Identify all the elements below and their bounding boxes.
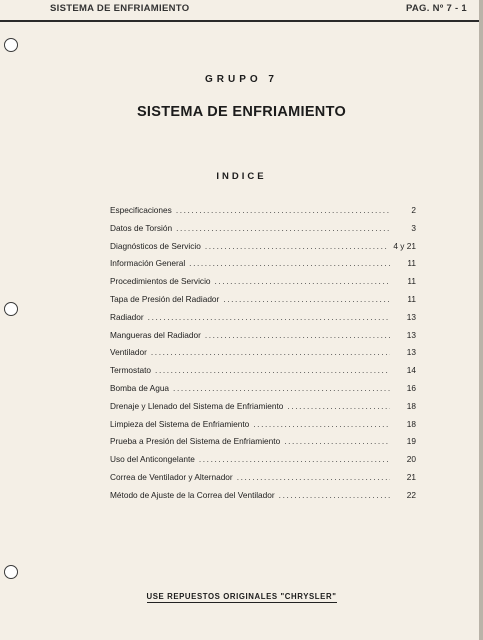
toc-entry-page: 4 y 21 (393, 240, 416, 251)
page-header (0, 0, 479, 22)
toc-entry[interactable] (110, 223, 416, 241)
toc-entry-label: Ventilador (110, 347, 147, 358)
toc-leader-dots (176, 223, 390, 233)
toc-leader-dots (287, 401, 390, 411)
toc-entry[interactable] (110, 205, 416, 223)
toc-leader-dots (151, 347, 390, 357)
toc-entry-label: Correa de Ventilador y Alternador (110, 471, 233, 482)
toc-entry[interactable] (110, 365, 416, 383)
toc-entry[interactable] (110, 401, 416, 419)
toc-entry-page: 3 (411, 222, 416, 233)
toc-leader-dots (205, 330, 390, 340)
toc-entry-page: 18 (406, 418, 416, 429)
punch-hole-icon (4, 38, 18, 52)
toc-entry[interactable] (110, 258, 416, 276)
toc-entry[interactable] (110, 490, 416, 508)
toc-entry-page: 13 (406, 311, 416, 322)
toc-leader-dots (215, 276, 390, 286)
index-heading: INDICE (216, 171, 267, 182)
toc-entry-page: 14 (406, 365, 416, 376)
page-title: SISTEMA DE ENFRIAMIENTO (136, 104, 347, 120)
toc-entry[interactable] (110, 383, 416, 401)
toc-entry-label: Drenaje y Llenado del Sistema de Enfriamiento (110, 400, 284, 411)
toc-entry-page: 11 (407, 276, 416, 287)
toc-entry[interactable] (110, 436, 416, 454)
toc-entry-label: Uso del Anticongelante (110, 454, 195, 465)
toc-entry-page: 13 (406, 329, 416, 340)
toc-leader-dots (148, 312, 390, 322)
toc-entry-label: Bomba de Agua (110, 382, 170, 393)
toc-entry[interactable] (110, 294, 416, 312)
toc-entry[interactable] (110, 312, 416, 330)
toc-entry-page: 11 (407, 293, 416, 304)
toc-leader-dots (176, 205, 390, 215)
toc-entry-page: 13 (406, 347, 416, 358)
page-footer (0, 592, 483, 601)
toc-entry-page: 16 (406, 382, 416, 393)
header-page-number: PAG. Nº 7 - 1 (405, 3, 467, 14)
toc-leader-dots (223, 294, 390, 304)
toc-entry-label: Mangueras del Radiador (110, 329, 201, 340)
toc-entry[interactable] (110, 419, 416, 437)
toc-entry[interactable] (110, 472, 416, 490)
toc-entry-page: 2 (411, 205, 416, 215)
toc-entry-label: Información General (110, 258, 186, 269)
toc-entry-page: 18 (406, 400, 416, 411)
toc-leader-dots (253, 419, 390, 429)
toc-entry-label: Especificaciones (110, 205, 172, 215)
toc-entry[interactable] (110, 330, 416, 348)
toc-leader-dots (279, 490, 390, 500)
toc-entry-page: 11 (407, 258, 416, 269)
toc-entry-label: Diagnósticos de Servicio (110, 240, 201, 251)
toc-entry-label: Prueba a Presión del Sistema de Enfriamiento (110, 436, 281, 447)
toc-leader-dots (205, 241, 390, 251)
toc-entry[interactable] (110, 276, 416, 294)
toc-leader-dots (284, 436, 390, 446)
toc-entry-label: Método de Ajuste de la Correa del Ventilador (110, 489, 275, 500)
toc-leader-dots (237, 472, 390, 482)
toc-entry-label: Radiador (110, 311, 144, 322)
toc-entry-page: 22 (406, 489, 416, 500)
toc-entry[interactable] (110, 347, 416, 365)
toc-entry[interactable] (110, 454, 416, 472)
toc-entry-label: Tapa de Presión del Radiador (110, 293, 220, 304)
toc-leader-dots (199, 454, 390, 464)
footer-notice: USE REPUESTOS ORIGINALES "CHRYSLER" (146, 592, 337, 601)
toc-leader-dots (173, 383, 390, 393)
group-label: GRUPO 7 (204, 74, 278, 85)
toc-entry-label: Termostato (110, 365, 152, 376)
toc-entry-page: 21 (406, 471, 416, 482)
toc-entry-page: 19 (406, 436, 416, 447)
toc-entry-label: Procedimientos de Servicio (110, 276, 211, 287)
header-section-title: SISTEMA DE ENFRIAMIENTO (50, 3, 190, 14)
toc-entry-label: Datos de Torsión (110, 222, 173, 233)
punch-hole-icon (4, 302, 18, 316)
punch-hole-icon (4, 565, 18, 579)
toc-leader-dots (189, 258, 390, 268)
toc-entry-label: Limpieza del Sistema de Enfriamiento (110, 418, 250, 429)
toc-leader-dots (155, 365, 390, 375)
toc-entry[interactable] (110, 241, 416, 259)
toc-entry-page: 20 (406, 454, 416, 465)
table-of-contents (110, 205, 416, 508)
